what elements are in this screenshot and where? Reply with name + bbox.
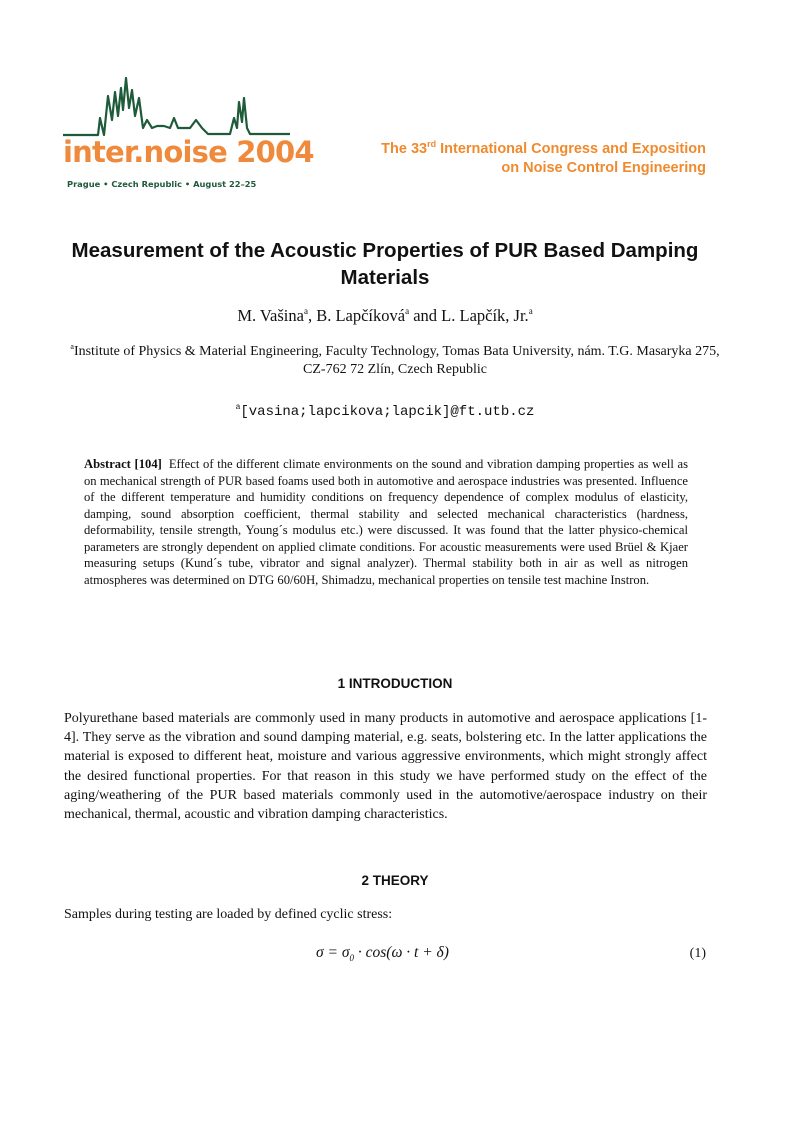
logo-subline: Prague • Czech Republic • August 22–25	[67, 179, 257, 189]
congress-line-2: on Noise Control Engineering	[501, 160, 706, 176]
abstract-text: Effect of the different climate environments on the sound and vibration damping properties as well as on mechanical strength of PUR based foams used both in automotive and aerospace industries was presented. Influence of the different temperature and humidity conditions on frequency dependence of complex modulus of elasticity, damping, sound absorption coefficient, thermal stability and selected mechanical characteristics (hardness, deformability, tensile strength, Young´s modulus etc.) were discussed. It was found that the latter physico-chemical parameters are strongly dependent on applied climate conditions. For acoustic measurements were used Brüel & Kjaer measuring setups (Kund´s tube, vibrator and signal analyzer). Thermal stability both in air as well as nitrogen atmospheres was determined on DTG 60/60H, Shimadzu, mechanical properties on tensile test machine Instron.	[84, 457, 688, 587]
affiliation: $^a$Institute of Physics & Material Engineering, Faculty Technology, Tomas Bata University, nám. T.G. Masaryka 275, CZ-762 72 Zlín, Czech Republic	[70, 342, 720, 377]
author-name: M. Vašina	[237, 306, 304, 325]
abstract-label: Abstract [104]	[84, 457, 162, 471]
section-heading-introduction: 1 INTRODUCTION	[337, 676, 453, 691]
equation-1: $\sigma = \sigma_0 \cdot \cos(\omega \cdot t + \delta)$	[316, 944, 449, 964]
author-email: $^a$[vasina;lapcikova;lapcik]@ft.utb.cz	[235, 403, 535, 420]
introduction-text: Polyurethane based materials are commonly used in many products in automotive and aerospace applications [1-4]. They serve as the vibration and sound damping material, e.g. seats, bolstering etc. In the latter applications the material is exposed to different heat, moisture and various aggressive environments, which might strongly affect the desired functional properties. For that reason in this study we have performed study on the effect of the aging/weathering of the PUR based materials commonly used in the automotive/aerospace industry on their mechanical, thermal, acoustic and vibration damping characteristics.	[64, 711, 707, 823]
author-name: B. Lapčíková	[316, 306, 406, 325]
author-list: M. Vašina$^a$, B. Lapčíková$^a$ and L. Lapčík, Jr.$^a$	[237, 306, 533, 325]
section-heading-theory: 2 THEORY	[361, 873, 429, 888]
congress-line-1: The 33rd International Congress and Exposition	[381, 139, 706, 157]
abstract	[84, 456, 688, 588]
prague-skyline-graphic	[60, 70, 300, 142]
paper-title: Measurement of the Acoustic Properties of PUR Based Damping Materials	[71, 239, 699, 289]
congress-header	[381, 140, 706, 178]
author-name: L. Lapčík, Jr.	[441, 306, 529, 325]
logo-wordmark: inter.noise 2004	[63, 135, 314, 169]
theory-text: Samples during testing are loaded by defined cyclic stress:	[64, 907, 393, 922]
equation-number: (1)	[689, 946, 706, 961]
conference-logo	[60, 70, 314, 195]
